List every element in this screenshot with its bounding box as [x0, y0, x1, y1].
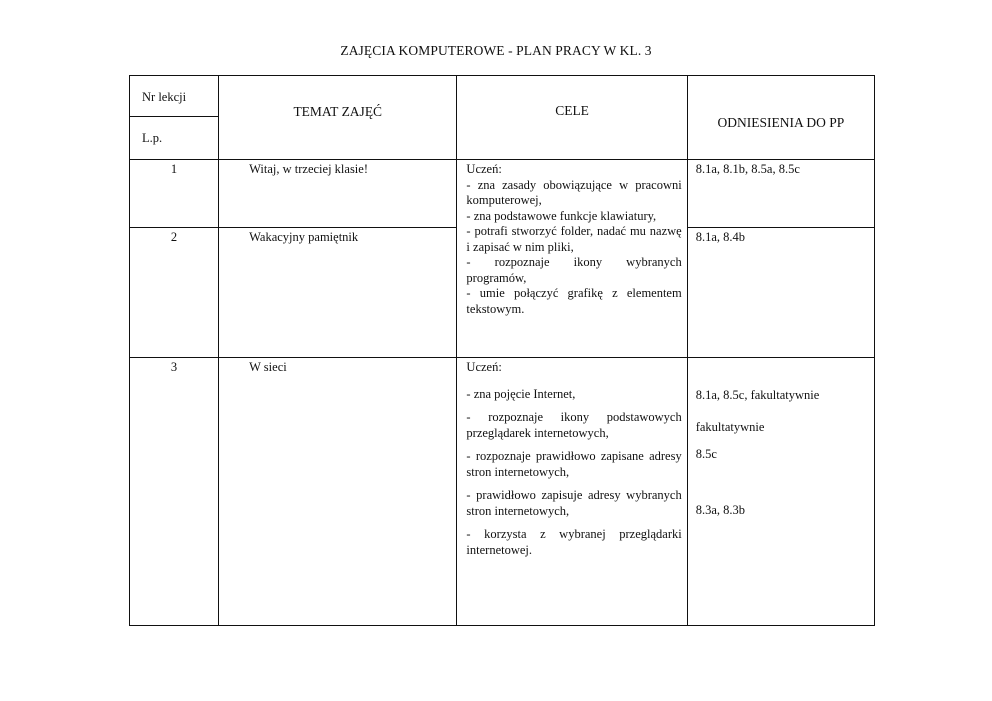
lesson-refs: 8.1a, 8.4b — [687, 228, 874, 358]
goal-item: - zna pojęcie Internet, — [466, 386, 576, 401]
goal-item: - prawidłowo zapisuje adresy wybranych stron internetowych, — [466, 488, 682, 518]
lesson-refs: 8.1a, 8.1b, 8.5a, 8.5c — [687, 160, 874, 228]
header-nr-lekcji: Nr lekcji — [130, 76, 219, 117]
ref-line: 8.5c — [695, 447, 717, 461]
lesson-goals-3 — [457, 358, 687, 626]
goal-item: - rozpoznaje ikony wybranych programów, — [466, 255, 682, 285]
goal-item: - rozpoznaje ikony podstawowych przeglądarek internetowych, — [466, 410, 682, 440]
goal-item: - korzysta z wybranej przeglądarki internetowej. — [466, 527, 682, 557]
header-lp: L.p. — [130, 117, 219, 160]
table-row — [130, 160, 875, 228]
table-row — [130, 358, 875, 626]
header-row-top — [130, 76, 875, 117]
goal-item: - rozpoznaje prawidłowo zapisane adresy stron internetowych, — [466, 449, 682, 479]
lesson-number: 3 — [130, 358, 219, 626]
lesson-refs — [687, 358, 874, 626]
lesson-topic: W sieci — [219, 358, 457, 626]
goal-item: - zna podstawowe funkcje klawiatury, — [466, 208, 657, 223]
lesson-plan-table — [129, 75, 875, 626]
ref-line: 8.3a, 8.3b — [695, 502, 746, 517]
goal-item: Uczeń: — [466, 162, 502, 176]
goal-item: - potrafi stworzyć folder, nadać mu nazwę i zapisać w nim pliki, — [466, 224, 682, 254]
lesson-topic: Witaj, w trzeciej klasie! — [219, 160, 457, 228]
goal-item: - zna zasady obowiązujące w pracowni komputerowej, — [466, 177, 682, 207]
ref-line: 8.1a, 8.5c, fakultatywnie — [695, 388, 820, 402]
ref-line: fakultatywnie — [695, 419, 765, 434]
goal-item: Uczeń: — [466, 360, 502, 374]
header-cele: CELE — [457, 76, 687, 160]
lesson-topic: Wakacyjny pamiętnik — [219, 228, 457, 358]
document-title: ZAJĘCIA KOMPUTEROWE - PLAN PRACY W KL. 3 — [340, 43, 652, 58]
header-temat: TEMAT ZAJĘĆ — [219, 76, 457, 160]
lesson-number: 1 — [130, 160, 219, 228]
lesson-number: 2 — [130, 228, 219, 358]
lesson-goals-1-2 — [457, 160, 687, 358]
goal-item: - umie połączyć grafikę z elementem tekstowym. — [466, 286, 682, 316]
header-odniesienia: ODNIESIENIA DO PP — [687, 76, 874, 160]
